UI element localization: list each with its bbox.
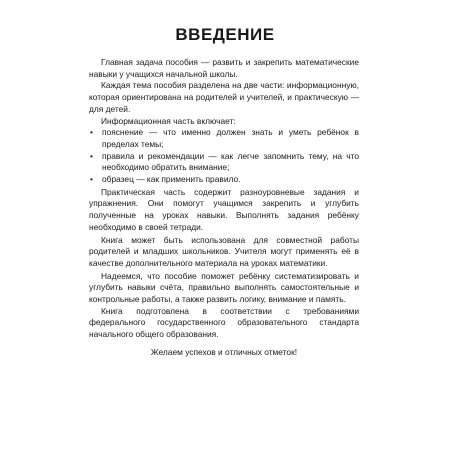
list-item-text: образец — как применить правило. xyxy=(102,174,241,185)
paragraph-standard: Книга подготовлена в соответствии с требованиями федерального государственного образовательного стандарта начального общего образования. xyxy=(89,305,359,340)
paragraph-practical-part: Практическая часть содержит разноуровневые задания и упражнения. Они помогут учащимся закрепить и углубить полученные на уроках навыки. Выполнять задания ребёнку необходимо в своей тетради. xyxy=(89,186,359,232)
paragraph-hope: Надеемся, что пособие поможет ребёнку систематизировать и углубить навыки счёта, правильно выполнять самостоятельные и контрольные работы, а также развить логику, внимание и память. xyxy=(89,270,359,305)
closing-line: Желаем успехов и отличных отметок! xyxy=(150,346,298,357)
page-title: ВВЕДЕНИЕ xyxy=(175,25,275,44)
page-body xyxy=(89,57,359,359)
paragraph-info-part: Информационная часть включает: xyxy=(101,115,236,126)
bullet-icon: • xyxy=(90,174,93,185)
paragraph-main-goal: Главная задача пособия — развить и закрепить математические навыки у учащихся начальной школы. xyxy=(89,57,359,79)
list-item-text: пояснение — что именно должен знать и уметь ребёнок в пределах темы; xyxy=(102,127,359,149)
bullet-icon: • xyxy=(90,127,93,138)
paragraph-usage: Книга может быть использована для совместной работы родителей и младших школьников. Учителя могут применять её в качестве дополнительного материала на уроках математики. xyxy=(89,234,359,268)
list-item xyxy=(89,151,359,174)
list-item xyxy=(89,127,359,150)
list-item-text: правила и рекомендации — как легче запомнить тему, на что необходимо обратить внимание; xyxy=(102,150,359,173)
list-item xyxy=(89,174,359,186)
info-part-list xyxy=(89,127,359,186)
bullet-icon: • xyxy=(90,150,93,161)
paragraph-structure: Каждая тема пособия разделена на две части: информационную, которая ориентирована на родителей и учителей, и практическую — для детей. xyxy=(89,80,359,114)
